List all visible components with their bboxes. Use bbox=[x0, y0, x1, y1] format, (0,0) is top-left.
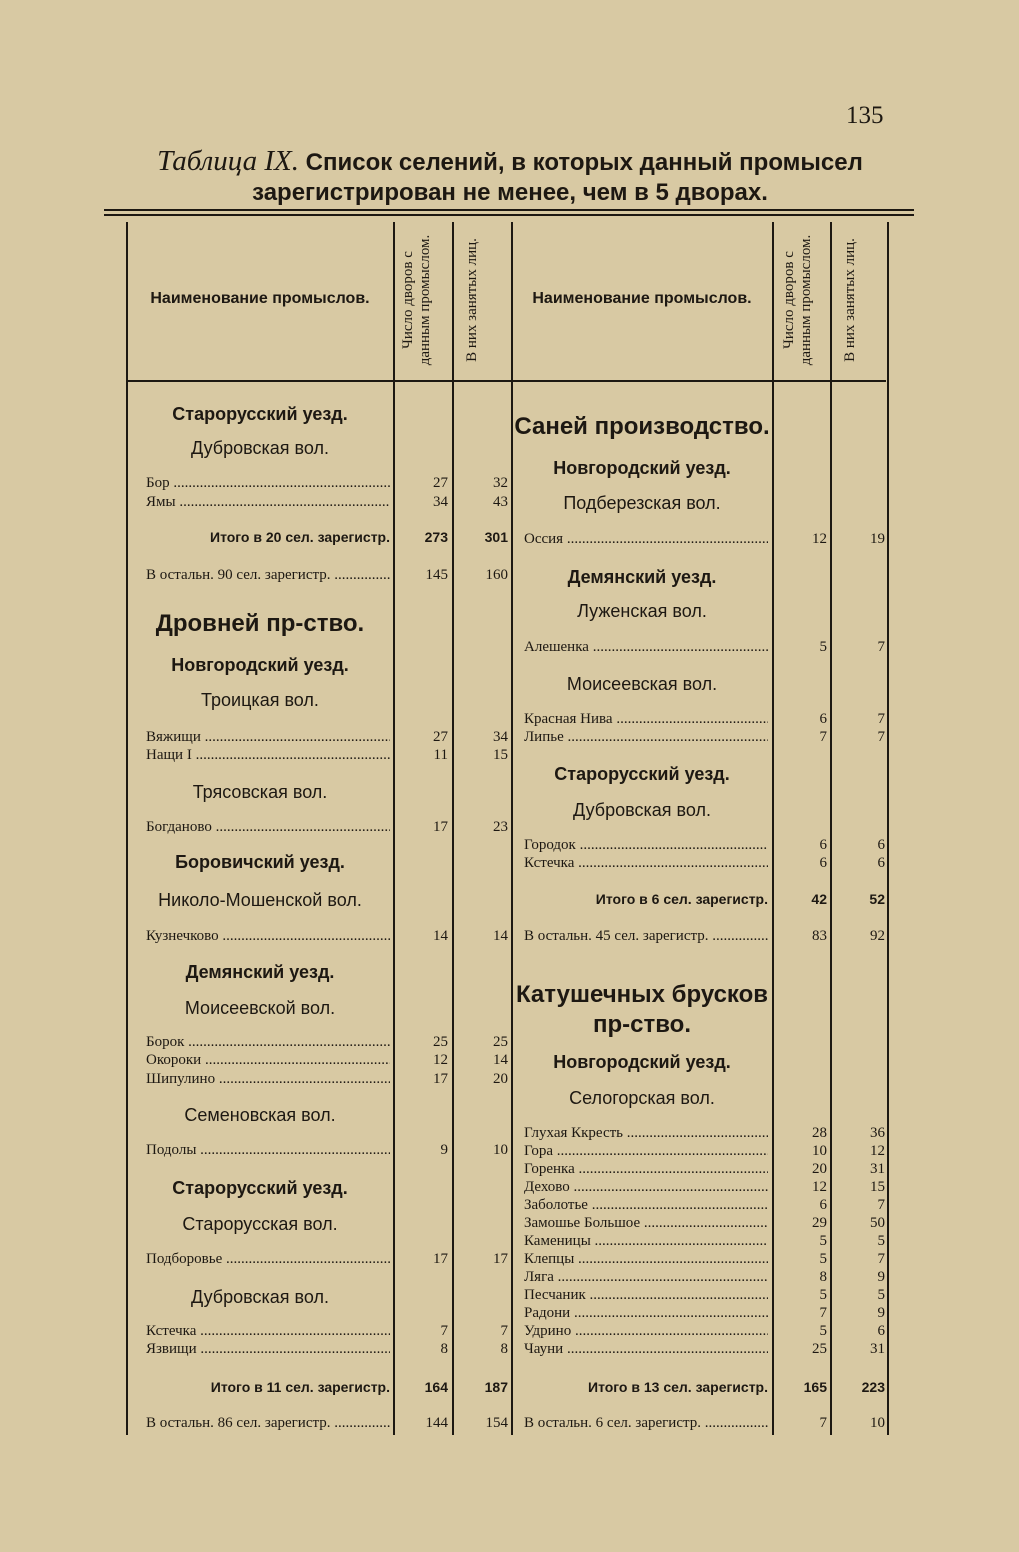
table-row bbox=[524, 1196, 885, 1215]
village-name: Гора ..... bbox=[524, 1142, 768, 1161]
industry-heading: Саней производство. bbox=[514, 413, 770, 440]
village-name: Красная Нива ..... bbox=[524, 710, 768, 729]
village-name: Удрино ..... bbox=[524, 1322, 768, 1341]
village-name: Ямы ..... bbox=[146, 493, 390, 512]
table-row bbox=[146, 1141, 508, 1160]
village-name: Нащи I ..... bbox=[146, 746, 390, 765]
table-title-text: Список селений, в которых данный промысел зарегистрирован не менее, чем в 5 дворах. bbox=[252, 149, 863, 206]
village-name: Чауни ..... bbox=[524, 1340, 768, 1359]
table-row bbox=[524, 1142, 885, 1161]
village-name: Итого в 20 сел. зарегистр. bbox=[210, 529, 390, 545]
volost-heading: Моисеевская вол. bbox=[566, 674, 718, 694]
header-persons-right: В них занятых лиц. bbox=[842, 238, 858, 362]
table-row bbox=[524, 1178, 885, 1197]
village-name: Алешенка ..... bbox=[524, 638, 768, 657]
table-row bbox=[146, 728, 508, 747]
village-name: Горенка ..... bbox=[524, 1160, 768, 1179]
households-count: 7 bbox=[819, 729, 827, 745]
uezd-heading: Демянский уезд. bbox=[567, 567, 717, 587]
households-count: 12 bbox=[812, 1179, 827, 1195]
village-name: Песчаник ..... bbox=[524, 1286, 768, 1305]
header-households-left: Число дворов с данным промыслом. bbox=[400, 234, 433, 366]
village-name: Подборовье ..... bbox=[146, 1250, 390, 1269]
header-persons-left: В них занятых лиц. bbox=[464, 238, 480, 362]
households-count: 7 bbox=[819, 1415, 827, 1431]
households-count: 5 bbox=[819, 1287, 827, 1303]
households-count: 8 bbox=[819, 1269, 827, 1285]
households-count: 6 bbox=[819, 711, 827, 727]
village-name: Итого в 6 сел. зарегистр. bbox=[595, 891, 768, 907]
village-name: Бор ..... bbox=[146, 474, 390, 493]
households-count: 14 bbox=[433, 928, 448, 944]
table-row bbox=[524, 1232, 885, 1251]
table-row bbox=[524, 836, 885, 855]
header-name-left: Наименование промыслов. bbox=[150, 290, 370, 307]
households-count: 5 bbox=[819, 639, 827, 655]
table-row bbox=[524, 1214, 885, 1233]
total-row bbox=[146, 1378, 508, 1397]
uezd-heading: Демянский уезд. bbox=[185, 962, 335, 982]
uezd-heading: Старорусский уезд. bbox=[172, 1178, 348, 1198]
households-count: 12 bbox=[433, 1052, 448, 1068]
persons-count: 50 bbox=[870, 1215, 885, 1231]
persons-count: 301 bbox=[484, 529, 508, 545]
table-row bbox=[146, 1070, 508, 1089]
table-row bbox=[524, 1414, 885, 1433]
persons-count: 12 bbox=[870, 1143, 885, 1159]
persons-count: 160 bbox=[485, 567, 508, 583]
table-row bbox=[146, 1322, 508, 1341]
persons-count: 9 bbox=[877, 1305, 885, 1321]
households-count: 164 bbox=[424, 1379, 448, 1395]
persons-count: 23 bbox=[493, 819, 508, 835]
village-name: Окороки ..... bbox=[146, 1051, 390, 1070]
uezd-heading: Старорусский уезд. bbox=[172, 404, 348, 424]
volost-heading: Селогорская вол. bbox=[569, 1088, 715, 1108]
village-name: Радони ..... bbox=[524, 1304, 768, 1323]
village-name: Дехово ..... bbox=[524, 1178, 768, 1197]
persons-count: 7 bbox=[877, 639, 885, 655]
table-row bbox=[524, 1304, 885, 1323]
header-separator bbox=[126, 380, 886, 382]
households-count: 7 bbox=[819, 1305, 827, 1321]
persons-count: 7 bbox=[877, 729, 885, 745]
households-count: 6 bbox=[819, 837, 827, 853]
persons-count: 31 bbox=[870, 1341, 885, 1357]
table-row bbox=[524, 927, 885, 946]
table-row bbox=[524, 1286, 885, 1305]
persons-count: 32 bbox=[493, 475, 508, 491]
persons-count: 92 bbox=[870, 928, 885, 944]
persons-count: 7 bbox=[877, 1197, 885, 1213]
households-count: 165 bbox=[803, 1379, 827, 1395]
village-name: В остальн. 86 сел. зарегистр. ..... bbox=[146, 1414, 390, 1433]
volost-heading: Моисеевской вол. bbox=[184, 998, 336, 1018]
households-count: 25 bbox=[433, 1034, 448, 1050]
uezd-heading: Боровичский уезд. bbox=[175, 852, 345, 872]
households-count: 10 bbox=[812, 1143, 827, 1159]
households-count: 5 bbox=[819, 1233, 827, 1249]
households-count: 29 bbox=[812, 1215, 827, 1231]
top-rule-2 bbox=[104, 214, 914, 216]
persons-count: 15 bbox=[870, 1179, 885, 1195]
table-row bbox=[146, 927, 508, 946]
village-name: Клепцы ..... bbox=[524, 1250, 768, 1269]
volost-heading: Трясовская вол. bbox=[192, 782, 328, 802]
header-households-right: Число дворов с данным промыслом. bbox=[781, 234, 814, 366]
persons-count: 187 bbox=[484, 1379, 508, 1395]
table-title bbox=[100, 146, 920, 208]
persons-count: 6 bbox=[877, 1323, 885, 1339]
volost-heading: Старорусская вол. bbox=[182, 1214, 338, 1234]
persons-count: 14 bbox=[493, 1052, 508, 1068]
volost-heading: Луженская вол. bbox=[577, 601, 707, 621]
village-name: Шипулино ..... bbox=[146, 1070, 390, 1089]
table-row bbox=[524, 1340, 885, 1359]
col-divider-3 bbox=[511, 222, 513, 1435]
persons-count: 7 bbox=[877, 1251, 885, 1267]
persons-count: 10 bbox=[493, 1142, 508, 1158]
persons-count: 9 bbox=[877, 1269, 885, 1285]
village-name: Подолы ..... bbox=[146, 1141, 390, 1160]
persons-count: 7 bbox=[500, 1323, 508, 1339]
households-count: 25 bbox=[812, 1341, 827, 1357]
table-row bbox=[146, 1051, 508, 1070]
households-count: 6 bbox=[819, 855, 827, 871]
households-count: 145 bbox=[425, 567, 448, 583]
total-row bbox=[146, 528, 508, 547]
village-name: В остальн. 90 сел. зарегистр. ..... bbox=[146, 566, 390, 585]
village-name: Заболотье ..... bbox=[524, 1196, 768, 1215]
persons-count: 15 bbox=[493, 747, 508, 763]
households-count: 8 bbox=[440, 1341, 448, 1357]
uezd-heading: Новгородский уезд. bbox=[553, 1052, 731, 1072]
table-row bbox=[146, 474, 508, 493]
households-count: 12 bbox=[812, 531, 827, 547]
table-row bbox=[146, 1340, 508, 1359]
table-row bbox=[146, 746, 508, 765]
households-count: 17 bbox=[433, 819, 448, 835]
households-count: 34 bbox=[433, 494, 448, 510]
households-count: 11 bbox=[433, 747, 448, 763]
persons-count: 10 bbox=[870, 1415, 885, 1431]
industry-heading: Катушечных брусков пр-ство. bbox=[515, 981, 769, 1038]
table-row bbox=[524, 854, 885, 873]
table-row bbox=[524, 530, 885, 549]
total-row bbox=[524, 1378, 885, 1397]
households-count: 7 bbox=[440, 1323, 448, 1339]
village-name: Вяжищи ..... bbox=[146, 728, 390, 747]
persons-count: 34 bbox=[493, 729, 508, 745]
village-name: Борок ..... bbox=[146, 1033, 390, 1052]
page-number: 135 bbox=[846, 102, 884, 129]
persons-count: 14 bbox=[493, 928, 508, 944]
volost-heading: Дубровская вол. bbox=[573, 800, 711, 820]
village-name: Итого в 11 сел. зарегистр. bbox=[210, 1379, 390, 1395]
persons-count: 20 bbox=[493, 1071, 508, 1087]
village-name: Ляга ..... bbox=[524, 1268, 768, 1287]
village-name: Язвищи ..... bbox=[146, 1340, 390, 1359]
table-row bbox=[146, 818, 508, 837]
volost-heading: Николо-Мошенской вол. bbox=[158, 890, 362, 910]
persons-count: 43 bbox=[493, 494, 508, 510]
village-name: Кстечка ..... bbox=[524, 854, 768, 873]
table-row bbox=[146, 1414, 508, 1433]
table-row bbox=[524, 1322, 885, 1341]
households-count: 83 bbox=[812, 928, 827, 944]
header-name-right: Наименование промыслов. bbox=[532, 290, 752, 307]
persons-count: 19 bbox=[870, 531, 885, 547]
industry-heading: Дровней пр-ство. bbox=[155, 610, 365, 637]
households-count: 9 bbox=[440, 1142, 448, 1158]
households-count: 17 bbox=[433, 1071, 448, 1087]
village-name: Липье ..... bbox=[524, 728, 768, 747]
table-row bbox=[146, 1033, 508, 1052]
table-row bbox=[524, 1124, 885, 1143]
table-title-label: Таблица IX. bbox=[157, 145, 299, 177]
total-row bbox=[524, 890, 885, 909]
volost-heading: Троицкая вол. bbox=[201, 690, 319, 710]
households-count: 27 bbox=[433, 475, 448, 491]
village-name: Оссия ..... bbox=[524, 530, 768, 549]
table-border-right bbox=[887, 222, 889, 1435]
persons-count: 25 bbox=[493, 1034, 508, 1050]
village-name: Городок ..... bbox=[524, 836, 768, 855]
households-count: 20 bbox=[812, 1161, 827, 1177]
village-name: Каменицы ..... bbox=[524, 1232, 768, 1251]
volost-heading: Подберезская вол. bbox=[563, 493, 721, 513]
households-count: 5 bbox=[819, 1251, 827, 1267]
uezd-heading: Новгородский уезд. bbox=[553, 458, 731, 478]
households-count: 6 bbox=[819, 1197, 827, 1213]
households-count: 28 bbox=[812, 1125, 827, 1141]
persons-count: 17 bbox=[493, 1251, 508, 1267]
table-row bbox=[524, 638, 885, 657]
households-count: 27 bbox=[433, 729, 448, 745]
volost-heading: Дубровская вол. bbox=[191, 438, 329, 458]
persons-count: 6 bbox=[877, 855, 885, 871]
persons-count: 52 bbox=[869, 891, 885, 907]
top-rule-1 bbox=[104, 209, 914, 211]
uezd-heading: Старорусский уезд. bbox=[554, 764, 730, 784]
households-count: 5 bbox=[819, 1323, 827, 1339]
village-name: Богданово ..... bbox=[146, 818, 390, 837]
persons-count: 154 bbox=[485, 1415, 508, 1431]
persons-count: 7 bbox=[877, 711, 885, 727]
volost-heading: Дубровская вол. bbox=[191, 1287, 329, 1307]
persons-count: 223 bbox=[861, 1379, 885, 1395]
table-row bbox=[524, 728, 885, 747]
village-name: В остальн. 6 сел. зарегистр. ..... bbox=[524, 1414, 768, 1433]
households-count: 144 bbox=[425, 1415, 448, 1431]
persons-count: 31 bbox=[870, 1161, 885, 1177]
table-row bbox=[524, 1160, 885, 1179]
village-name: Итого в 13 сел. зарегистр. bbox=[588, 1379, 768, 1395]
table-row bbox=[524, 1250, 885, 1269]
households-count: 42 bbox=[811, 891, 827, 907]
table-row bbox=[524, 710, 885, 729]
persons-count: 5 bbox=[877, 1233, 885, 1249]
village-name: Кстечка ..... bbox=[146, 1322, 390, 1341]
uezd-heading: Новгородский уезд. bbox=[171, 655, 349, 675]
table-row bbox=[146, 1250, 508, 1269]
persons-count: 36 bbox=[870, 1125, 885, 1141]
volost-heading: Семеновская вол. bbox=[184, 1105, 336, 1125]
persons-count: 5 bbox=[877, 1287, 885, 1303]
village-name: Замошье Большое ..... bbox=[524, 1214, 768, 1233]
persons-count: 8 bbox=[500, 1341, 508, 1357]
table-row bbox=[146, 566, 508, 585]
table-row bbox=[146, 493, 508, 512]
persons-count: 6 bbox=[877, 837, 885, 853]
village-name: Кузнечково ..... bbox=[146, 927, 390, 946]
households-count: 17 bbox=[433, 1251, 448, 1267]
table-row bbox=[524, 1268, 885, 1287]
village-name: Глухая Ккресть ..... bbox=[524, 1124, 768, 1143]
village-name: В остальн. 45 сел. зарегистр. ..... bbox=[524, 927, 768, 946]
households-count: 273 bbox=[424, 529, 448, 545]
